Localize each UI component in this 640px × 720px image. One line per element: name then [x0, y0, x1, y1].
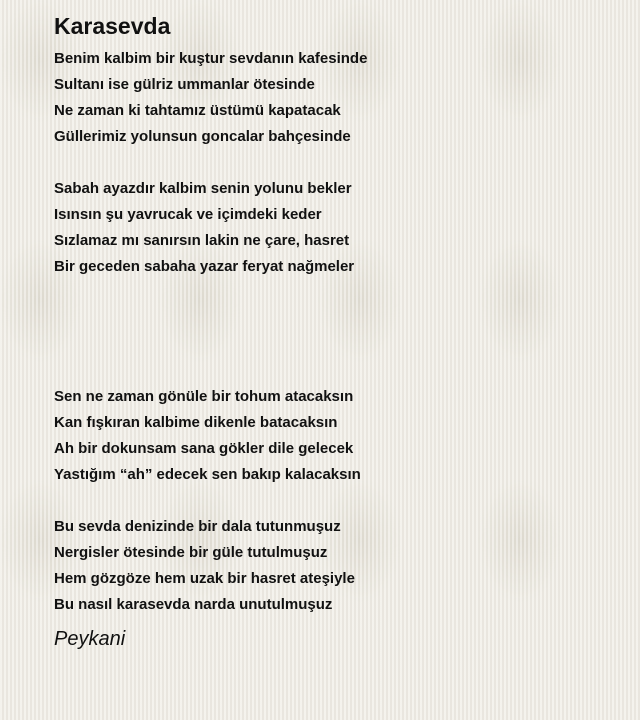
poem-line: Sızlamaz mı sanırsın lakin ne çare, hasret	[54, 232, 350, 249]
poem-title: Karasevda	[54, 13, 171, 39]
poem-line: Bu nasıl karasevda narda unutulmuşuz	[54, 596, 333, 613]
poem-line: Nergisler ötesinde bir güle tutulmuşuz	[54, 544, 328, 561]
stanza-1	[54, 46, 614, 150]
poem-line: Kan fışkıran kalbime dikenle batacaksın	[54, 414, 338, 431]
poem-line: Bir geceden sabaha yazar feryat nağmeler	[54, 258, 355, 275]
poem-line: Ah bir dokunsam sana gökler dile gelecek	[54, 440, 354, 457]
stanza-gap	[54, 488, 614, 514]
poem-line: Ne zaman ki tahtamız üstümü kapatacak	[54, 102, 341, 119]
poem-line: Sabah ayazdır kalbim senin yolunu bekler	[54, 180, 352, 197]
poem-line: Sultanı ise gülriz ummanlar ötesinde	[54, 76, 315, 93]
stanza-gap	[54, 150, 614, 176]
poem-line: Hem gözgöze hem uzak bir hasret ateşiyle	[54, 570, 355, 587]
stanza-gap	[54, 280, 614, 384]
poem-line: Isınsın şu yavrucak ve içimdeki keder	[54, 206, 322, 223]
stanza-3	[54, 384, 614, 488]
poem-author: Peykani	[54, 628, 126, 650]
stanza-4	[54, 514, 614, 618]
poem-line: Benim kalbim bir kuştur sevdanın kafesinde	[54, 50, 368, 67]
poem-line: Yastığım “ah” edecek sen bakıp kalacaksın	[54, 466, 361, 483]
poem-line: Sen ne zaman gönüle bir tohum atacaksın	[54, 388, 354, 405]
poem	[54, 10, 614, 651]
stanza-2	[54, 176, 614, 280]
poem-line: Güllerimiz yolunsun goncalar bahçesinde	[54, 128, 351, 145]
poem-line: Bu sevda denizinde bir dala tutunmuşuz	[54, 518, 341, 535]
